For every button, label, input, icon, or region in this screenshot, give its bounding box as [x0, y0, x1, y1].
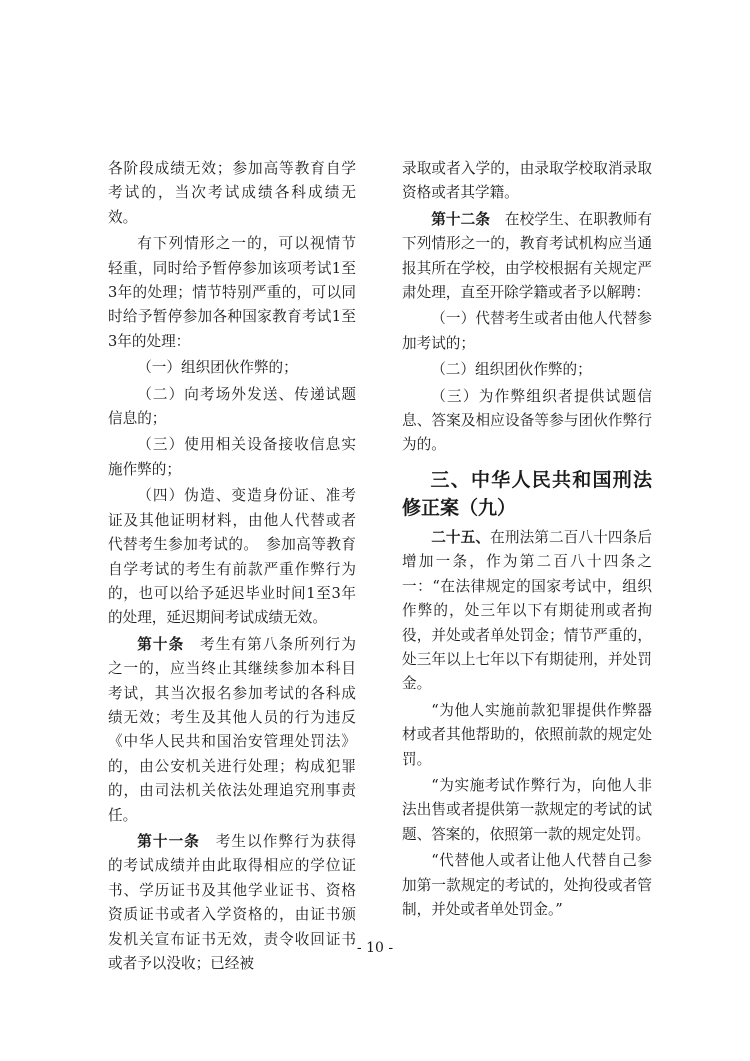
- list-item: （一）代替考生或者由他人代替参加考试的；: [402, 310, 652, 352]
- section-heading: 三、中华人民共和国刑法修正案（九）: [402, 468, 652, 519]
- paragraph: 录取或者入学的，由录取学校取消录取资格或者其学籍。: [402, 160, 652, 202]
- right-column: [402, 157, 652, 924]
- list-item: （四）伪造、变造身份证、准考证及其他证明材料，由他人代替或者代替考生参加考试的。 参加高等教育自学考试的考生有前款严重作弊行为的，也可以给予延迟毕业时间1至3年的处理，延迟期间考试成绩无效。: [108, 487, 356, 627]
- paragraph: 各阶段成绩无效；参加高等教育自学考试的，当次考试成绩各科成绩无效。: [108, 160, 356, 226]
- article-text: 考生以作弊行为获得的考试成绩并由此取得相应的学位证书、学历证书及其他学业证书、资格资质证书或者入学资格的，由证书颁发机关宣布证书无效，责令收回证书或者予以没收；已经被: [108, 832, 356, 972]
- paragraph: “为他人实施前款犯罪提供作弊器材或者其他帮助的，依照前款的规定处罚。: [402, 701, 652, 768]
- article-text: 在校学生、在职教师有下列情形之一的，教育考试机构应当通报其所在学校，由学校根据有关规定严肃处理，直至开除学籍或者予以解聘：: [402, 210, 652, 302]
- article-label: 二十五、: [431, 528, 491, 546]
- paragraph: 有下列情形之一的，可以视情节轻重，同时给予暂停参加该项考试1至3年的处理；情节特别严重的，可以同时给予暂停参加各种国家教育考试1至3年的处理：: [108, 235, 356, 350]
- article-10: [108, 633, 356, 828]
- article-label: 第十二条: [431, 210, 491, 228]
- list-item: （三）为作弊组织者提供试题信息、答案及相应设备等参与团伙作弊行为的。: [402, 387, 652, 454]
- article-12: [402, 208, 652, 306]
- article-text: 考生有第八条所列行为之一的，应当终止其继续参加本科目考试，其当次报名参加考试的各科成绩无效；考生及其他人员的行为违反《中华人民共和国治安管理处罚法》的，由公安机关进行处理；构成犯罪的，由司法机关依法处理追究刑事责任。: [108, 635, 356, 824]
- article-25: [402, 526, 652, 697]
- list-item: （一）组织团伙作弊的；: [137, 359, 298, 377]
- article-label: 第十条: [137, 635, 185, 653]
- list-item: （二）向考场外发送、传递试题信息的；: [108, 385, 356, 428]
- list-item: （三）使用相关设备接收信息实施作弊的；: [108, 436, 356, 478]
- page-number: - 10 -: [356, 940, 394, 956]
- left-column: [108, 157, 356, 978]
- article-label: 第十一条: [137, 832, 201, 850]
- paragraph: “为实施考试作弊行为，向他人非法出售或者提供第一款规定的考试的试题、答案的，依照第一款的规定处罚。: [402, 776, 652, 843]
- article-text: 在刑法第二百八十四条后增加一条，作为第二百八十四条之一：“在法律规定的国家考试中，组织作弊的，处三年以下有期徒刑或者拘役，并处或者单处罚金；情节严重的，处三年以上七年以下有期徒刑，并处罚金。: [402, 528, 652, 693]
- list-item: （二）组织团伙作弊的；: [431, 361, 592, 379]
- paragraph: “代替他人或者让他人代替自己参加第一款规定的考试的，处拘役或者管制，并处或者单处罚金。”: [402, 852, 652, 918]
